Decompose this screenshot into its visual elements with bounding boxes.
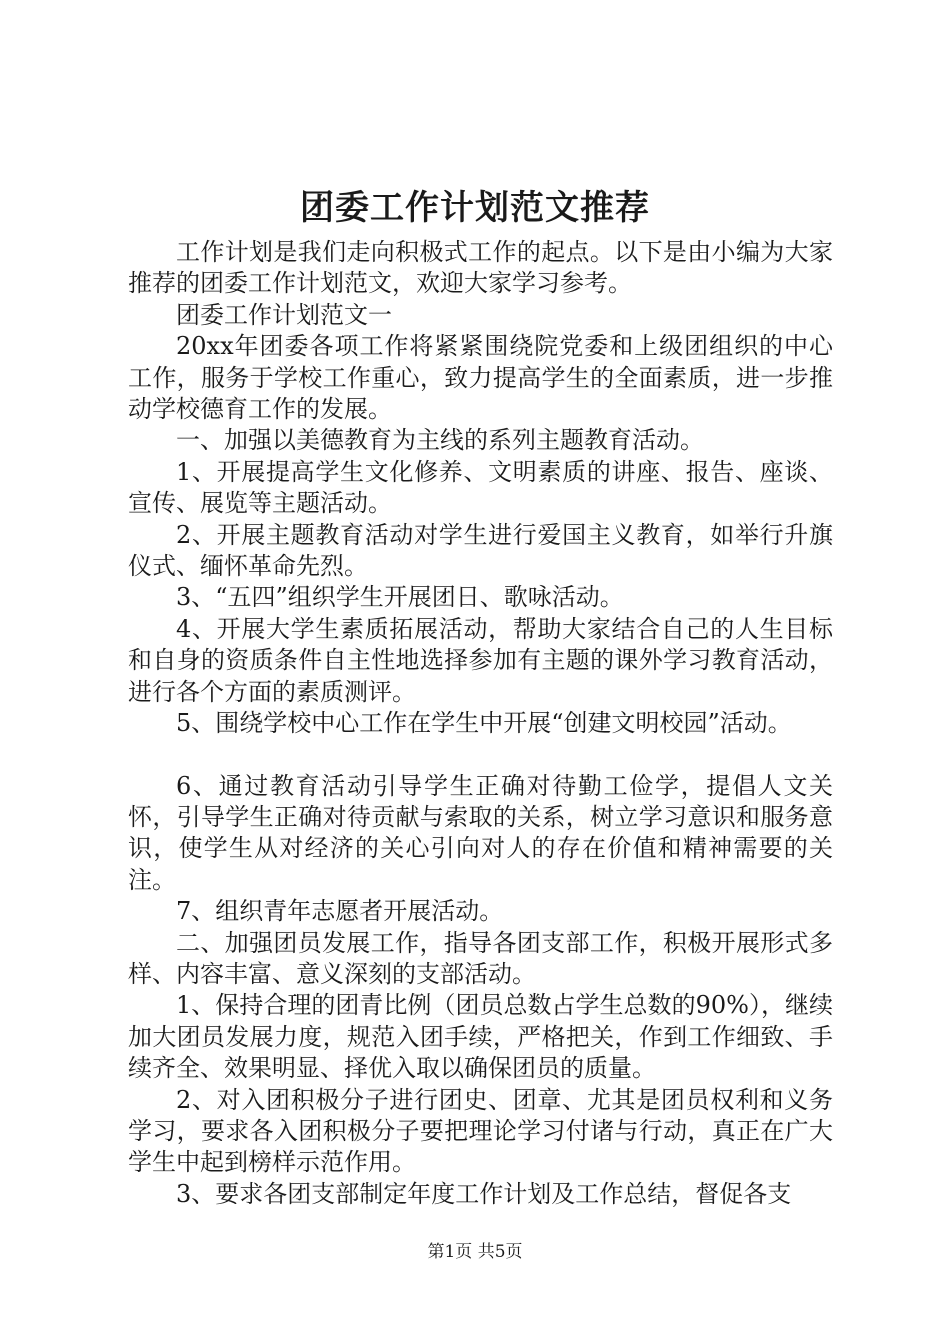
list-item: 2、对入团积极分子进行团史、团章、尤其是团员权利和义务学习，要求各入团积极分子要把理论学习付诸与行动，真正在广大学生中起到榜样示范作用。 — [128, 1085, 833, 1177]
list-item: 6、通过教育活动引导学生正确对待勤工俭学，提倡人文关怀，引导学生正确对待贡献与索取的关系，树立学习意识和服务意识，使学生从对经济的关心引向对人的存在价值和精神需要的关注。 — [128, 771, 833, 894]
section-heading: 团委工作计划范文一 — [176, 300, 392, 329]
section-heading: 一、加强以美德教育为主线的系列主题教育活动。 — [176, 426, 704, 455]
list-item: 3、“五四”组织学生开展团日、歌咏活动。 — [176, 583, 624, 612]
section-heading: 二、加强团员发展工作，指导各团支部工作，积极开展形式多样、内容丰富、意义深刻的支部活动。 — [128, 928, 833, 988]
list-item: 7、组织青年志愿者开展活动。 — [176, 897, 504, 926]
intro-paragraph: 工作计划是我们走向积极式工作的起点。以下是由小编为大家推荐的团委工作计划范文，欢迎大家学习参考。 — [128, 238, 833, 298]
list-item: 3、要求各团支部制定年度工作计划及工作总结，督促各支 — [176, 1179, 792, 1208]
list-item: 1、保持合理的团青比例（团员总数占学生总数的90%），继续加大团员发展力度，规范入团手续，严格把关，作到工作细致、手续齐全、效果明显、择优入取以确保团员的质量。 — [128, 991, 833, 1083]
document-title: 团委工作计划范文推荐 — [300, 188, 650, 228]
document-body — [128, 237, 833, 1210]
list-item: 5、围绕学校中心工作在学生中开展“创建文明校园”活动。 — [176, 709, 792, 738]
body-paragraph: 20xx年团委各项工作将紧紧围绕院党委和上级团组织的中心工作，服务于学校工作重心，致力提高学生的全面素质，进一步推动学校德育工作的发展。 — [128, 332, 833, 424]
list-item: 4、开展大学生素质拓展活动，帮助大家结合自己的人生目标和自身的资质条件自主性地选择参加有主题的课外学习教育活动，进行各个方面的素质测评。 — [128, 614, 833, 706]
page-footer: 第1页 共5页 — [427, 1242, 523, 1262]
list-item: 2、开展主题教育活动对学生进行爱国主义教育，如举行升旗仪式、缅怀革命先烈。 — [128, 520, 833, 581]
list-item: 1、开展提高学生文化修养、文明素质的讲座、报告、座谈、宣传、展览等主题活动。 — [128, 457, 833, 518]
